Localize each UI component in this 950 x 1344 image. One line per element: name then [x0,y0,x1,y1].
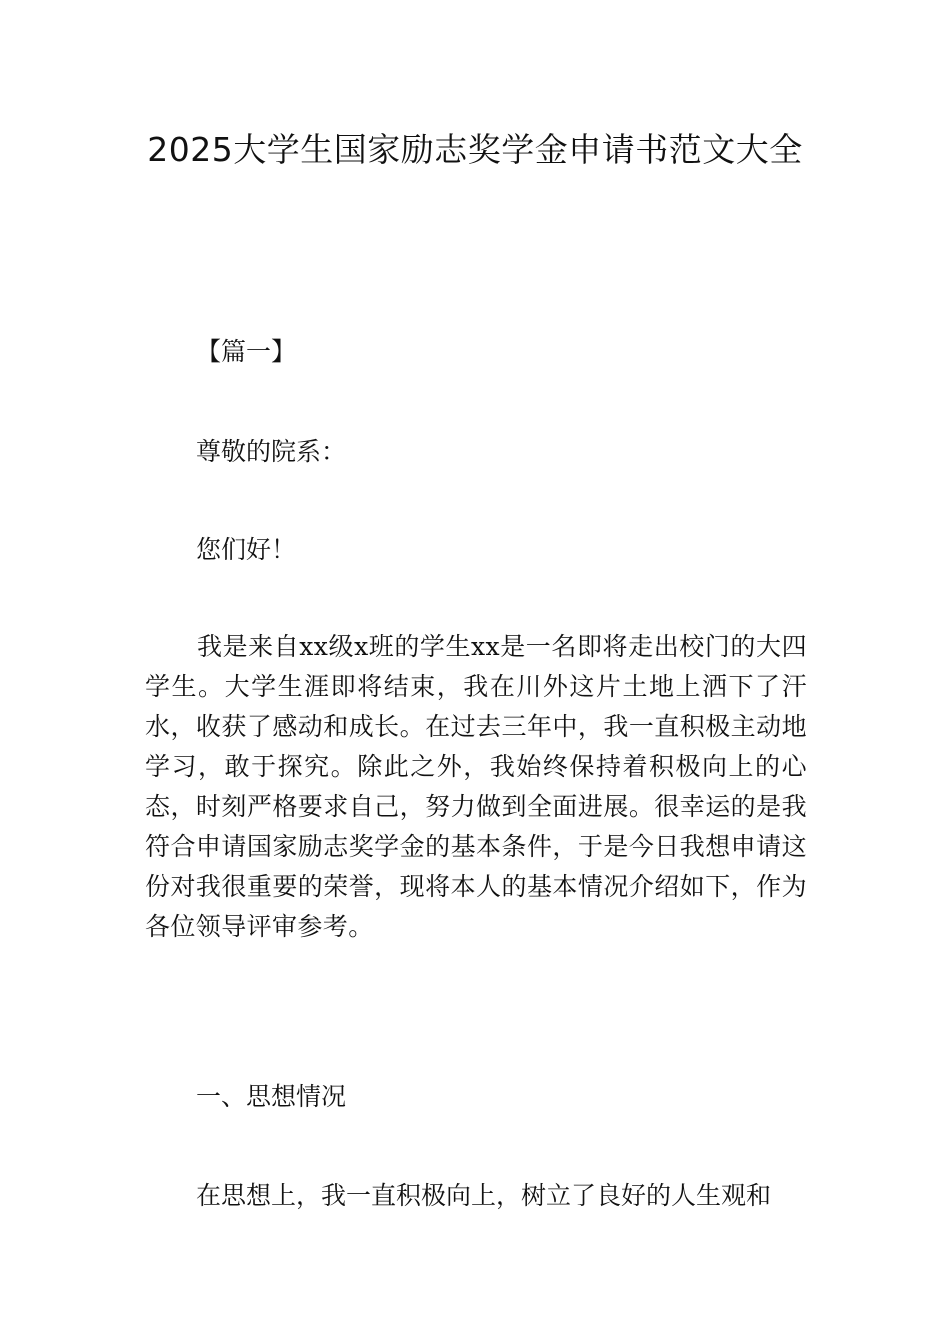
thought-paragraph: 在思想上，我一直积极向上，树立了良好的人生观和 [196,1181,772,1210]
intro-paragraph: 我是来自xx级x班的学生xx是一名即将走出校门的大四学生。大学生涯即将结束，我在川外这片土地上洒下了汗水，收获了感动和成长。在过去三年中，我一直积极主动地学习，敢于探究。除此之外，我始终保持着积极向上的心态，时刻严格要求自己，努力做到全面进展。很幸运的是我符合申请国家励志奖学金的基本条件，于是今日我想申请这份对我很重要的荣誉，现将本人的基本情况介绍如下，作为各位领导评审参考。 [145,632,807,941]
salutation: 尊敬的院系： [196,437,347,466]
greeting: 您们好！ [196,535,297,564]
section-label: 【篇一】 [196,337,297,366]
document-title: 2025大学生国家励志奖学金申请书范文大全 [147,130,803,169]
section-heading-thought: 一、思想情况 [196,1082,347,1111]
